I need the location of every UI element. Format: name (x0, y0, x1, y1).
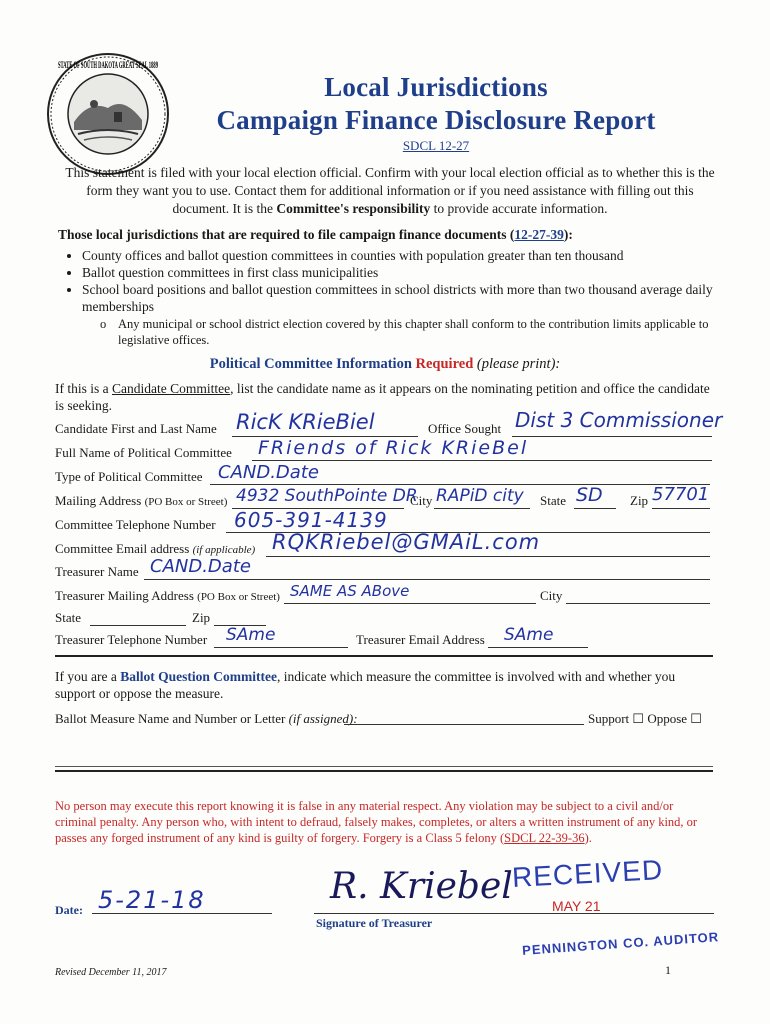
city-line (434, 508, 530, 509)
treasurer-name-field[interactable]: CAND.Date (150, 556, 251, 577)
list-item: • School board positions and ballot question committees in school districts with more than two thousand average daily memberships (82, 281, 742, 315)
committee-type-label: Type of Political Committee (55, 469, 203, 484)
treasurer-city-label: City (540, 588, 563, 603)
treasurer-phone-field[interactable]: SAme (226, 625, 276, 645)
requirements-list (60, 247, 742, 315)
office-sought-label: Office Sought (428, 421, 502, 436)
received-stamp: RECEIVED (511, 854, 664, 893)
list-item: • County offices and ballot question committees in counties with population greater than ten thousand (82, 247, 742, 264)
full-name-label: Full Name of Political Committee (55, 445, 232, 460)
state-label: State (540, 493, 566, 508)
state-field[interactable]: SD (576, 484, 603, 506)
ballot-measure-line (344, 724, 584, 725)
treasurer-state-label: State (55, 610, 81, 625)
mailing-address-field[interactable]: 4932 SouthPointe DR (236, 486, 418, 506)
date-field[interactable]: 5-21-18 (98, 886, 206, 914)
candidate-name-field[interactable]: RicK KRieBiel (236, 410, 375, 434)
statute-link-22-39-36[interactable]: SDCL 22-39-36 (504, 831, 585, 845)
support-label: Support (588, 711, 630, 726)
section-divider (55, 770, 713, 772)
treasurer-name-label: Treasurer Name (55, 564, 139, 579)
treasurer-zip-label: Zip (192, 610, 211, 625)
title-line-2: Campaign Finance Disclosure Report (216, 105, 656, 135)
committee-info-heading: Political Committee Information Required (please print): (209, 356, 561, 372)
candidate-name-label: Candidate First and Last Name (55, 421, 217, 436)
mailing-address-label: Mailing Address (PO Box or Street) (55, 493, 228, 508)
signature-label: Signature of Treasurer (316, 916, 433, 930)
treasurer-phone-label: Treasurer Telephone Number (55, 632, 208, 647)
treasurer-phone-line (214, 647, 348, 648)
treasurer-mailing-field[interactable]: SAME AS ABove (290, 582, 410, 600)
committee-type-line (210, 484, 710, 485)
support-checkbox[interactable]: ☐ (632, 711, 645, 726)
signature-line (314, 913, 714, 914)
zip-field[interactable]: 57701 (652, 484, 710, 505)
office-sought-line (512, 436, 712, 437)
zip-label: Zip (630, 493, 649, 508)
statute-link[interactable]: SDCL 12-27 (402, 138, 470, 153)
date-label: Date: (55, 903, 83, 917)
treasurer-mailing-label: Treasurer Mailing Address (PO Box or Street) (55, 588, 280, 603)
state-line (574, 508, 616, 509)
city-label: City (410, 493, 433, 508)
treasurer-signature[interactable]: R. Kriebel (330, 866, 513, 907)
section-divider (55, 655, 713, 657)
full-name-line (252, 460, 712, 461)
revised-date: Revised December 11, 2017 (55, 967, 167, 978)
requirements-heading: Those local jurisdictions that are required to file campaign finance documents (12-27-39): (58, 227, 573, 242)
sub-list-item: o Any municipal or school district election covered by this chapter shall conform to the contribution limits applicable to legislative offices. (100, 317, 709, 347)
email-field[interactable]: RQKRiebel@GMAiL.com (272, 530, 541, 554)
section-divider (55, 766, 713, 767)
treasurer-name-line (144, 579, 710, 580)
city-field[interactable]: RAPiD city (436, 486, 524, 506)
list-item: • Ballot question committees in first class municipalities (82, 264, 742, 281)
zip-line (652, 508, 710, 509)
seal-text: STATE OF SOUTH DAKOTA GREAT SEAL 1889 (58, 60, 159, 70)
treasurer-email-field[interactable]: SAme (504, 625, 554, 645)
intro-paragraph: This statement is filed with your local election official. Confirm with your local election official as to whether this is the form they want you to use. Contact them for additional information or if you need assistance with filling out this document. It is the Committee's responsibility to provide accurate information. (65, 165, 715, 216)
oppose-label: Oppose (647, 711, 688, 726)
candidate-note: If this is a Candidate Committee, list the candidate name as it appears on the nominating petition and office the candidate is seeking. (55, 381, 710, 413)
office-sought-field[interactable]: Dist 3 Commissioner (515, 408, 723, 432)
statute-link-12-27-39[interactable]: 12-27-39 (514, 227, 564, 242)
ballot-measure-label: Ballot Measure Name and Number or Letter (if assigned): (55, 711, 358, 726)
forgery-warning: No person may execute this report knowing it is false in any material respect. Any violation may be subject to a civil and/or criminal penalty. Any person who, with intent to defraud, falsely makes, completes, or alters a written instrument of any kind, or passes any forged instrument of any kind is guilty of forgery. Forgery is a Class 5 felony (SDCL 22-39-36). (55, 799, 698, 845)
email-line (266, 556, 710, 557)
stamp-date: MAY 21 (552, 898, 601, 914)
full-name-field[interactable]: FRiends of Rick KRieBel (258, 437, 529, 459)
title-line-1: Local Jurisdictions (324, 72, 548, 102)
oppose-checkbox[interactable]: ☐ (690, 711, 702, 726)
phone-label: Committee Telephone Number (55, 517, 216, 532)
treasurer-city-line (566, 603, 710, 604)
email-label: Committee Email address (if applicable) (55, 541, 256, 556)
treasurer-email-line (488, 647, 588, 648)
treasurer-state-line (90, 625, 186, 626)
stamp-office: PENNINGTON CO. AUDITOR (521, 929, 720, 958)
ballot-committee-note: If you are a Ballot Question Committee, indicate which measure the committee is involved with and whether you support or oppose the measure. (55, 669, 676, 701)
support-oppose (588, 711, 702, 727)
state-seal (44, 50, 172, 178)
treasurer-email-label: Treasurer Email Address (356, 632, 485, 647)
committee-type-field[interactable]: CAND.Date (218, 462, 319, 483)
treasurer-mailing-line (284, 603, 536, 604)
phone-field[interactable]: 605-391-4139 (234, 508, 388, 532)
page-number: 1 (665, 963, 671, 977)
